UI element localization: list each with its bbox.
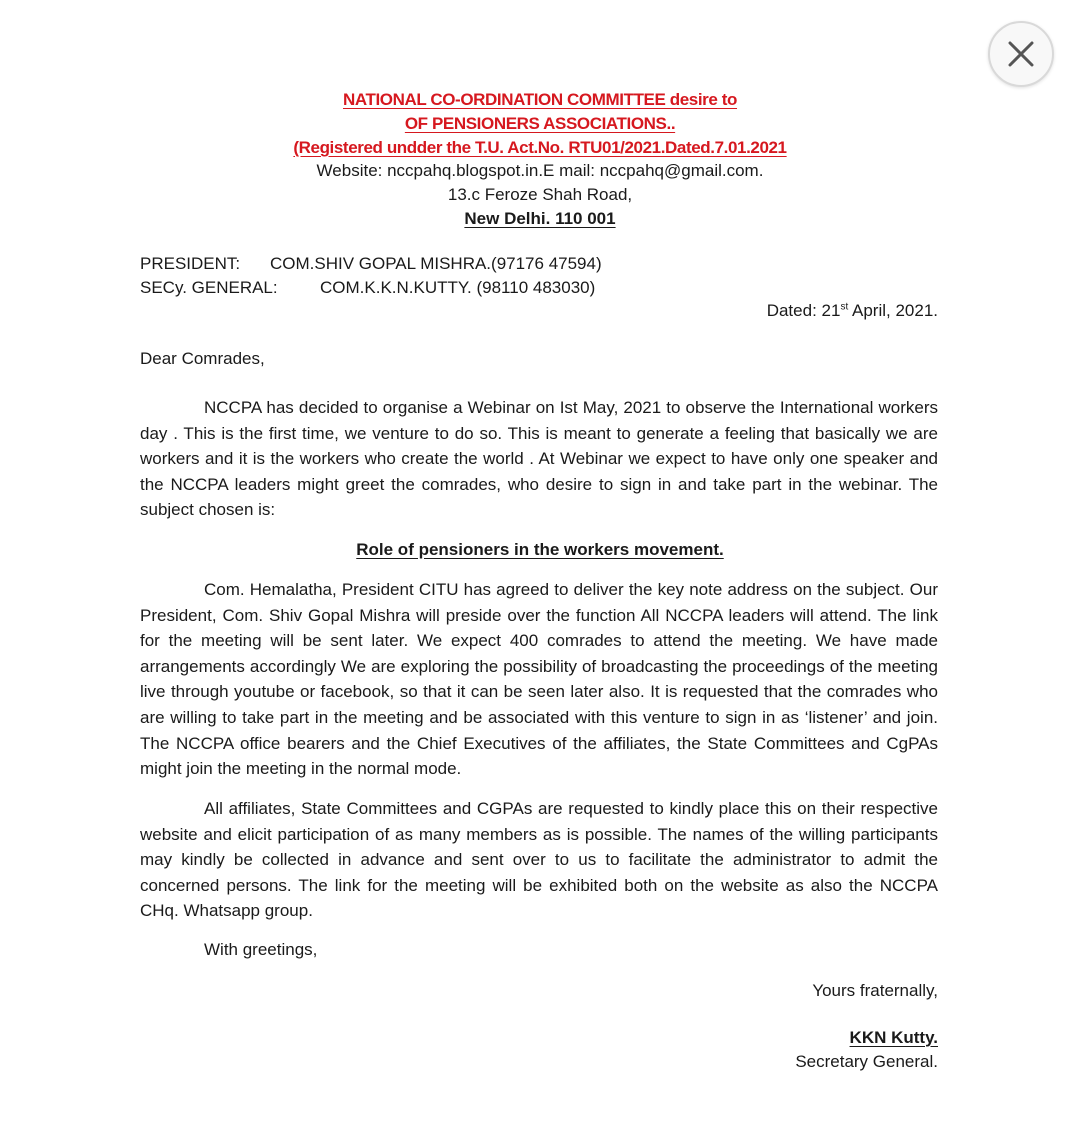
letter-date bbox=[767, 299, 938, 323]
close-icon bbox=[1007, 40, 1035, 68]
registration-text: (Registered undder the T.U. Act.No. RTU01/2021.Dated.7.01.2021 bbox=[293, 138, 787, 157]
closing: Yours fraternally, bbox=[812, 981, 938, 1000]
secy-label: SECy. GENERAL: bbox=[140, 278, 278, 297]
org-name-line1: NATIONAL CO-ORDINATION COMMITTEE desire to bbox=[342, 90, 738, 109]
secy-value: COM.K.K.N.KUTTY. (98110 483030) bbox=[320, 278, 596, 297]
date-prefix: Dated: 21 bbox=[766, 301, 841, 320]
date-suffix: st bbox=[840, 301, 849, 313]
paragraph-1: NCCPA has decided to organise a Webinar on Ist May, 2021 to observe the International workers day . This is the first time, we venture to do so. This is meant to generate a feeling that basically we are workers and it is the workers who create the world . At Webinar we expect to have only one speaker and the NCCPA leaders might greet the comrades, who desire to sign in and take part in the webinar. The subject chosen is: bbox=[140, 398, 938, 520]
subject-line bbox=[0, 538, 1080, 562]
header-city bbox=[0, 207, 1080, 231]
greeting: With greetings, bbox=[204, 940, 318, 959]
signatory-name bbox=[850, 1026, 938, 1050]
close-button[interactable] bbox=[988, 21, 1054, 87]
salutation: Dear Comrades, bbox=[140, 349, 265, 368]
org-name-line2: OF PENSIONERS ASSOCIATIONS.. bbox=[404, 114, 676, 133]
header-org-line2 bbox=[0, 112, 1080, 136]
signatory-name-text: KKN Kutty. bbox=[849, 1028, 938, 1047]
date-rest: April, 2021. bbox=[848, 301, 938, 320]
header-address: 13.c Feroze Shah Road, bbox=[447, 185, 633, 204]
signatory-title: Secretary General. bbox=[795, 1052, 938, 1071]
paragraph-2: Com. Hemalatha, President CITU has agreed to deliver the key note address on the subject. Our President, Com. Shiv Gopal Mishra will preside over the function All NCCPA leaders will attend. The link for the meeting will be sent later. We expect 400 comrades to attend the meeting. We have made arrangements accordingly We are exploring the possibility of broadcasting the proceedings of the meeting live through youtube or facebook, so that it can be seen later also. It is requested that the comrades who are willing to take part in the meeting and be associated with this venture to sign in as ‘listener’ and join. The NCCPA office bearers and the Chief Executives of the affiliates, the State Committees and CgPAs might join the meeting in the normal mode. bbox=[140, 580, 938, 779]
subject-text: Role of pensioners in the workers movement. bbox=[356, 540, 724, 559]
president-value: COM.SHIV GOPAL MISHRA.(97176 47594) bbox=[270, 254, 602, 273]
header-contact: Website: nccpahq.blogspot.in.E mail: nccpahq@gmail.com. bbox=[316, 161, 764, 180]
paragraph-3: All affiliates, State Committees and CGPAs are requested to kindly place this on their respective website and elicit participation of as many members as is possible. The names of the willing participants may kindly be collected in advance and sent over to us to facilitate the administrator to admit the concerned persons. The link for the meeting will be exhibited both on the website as also the NCCPA CHq. Whatsapp group. bbox=[140, 799, 938, 921]
header-org-line1 bbox=[0, 88, 1080, 112]
header-registration bbox=[0, 136, 1080, 160]
president-label: PRESIDENT: bbox=[140, 254, 241, 273]
city-text: New Delhi. 110 001 bbox=[464, 209, 616, 228]
